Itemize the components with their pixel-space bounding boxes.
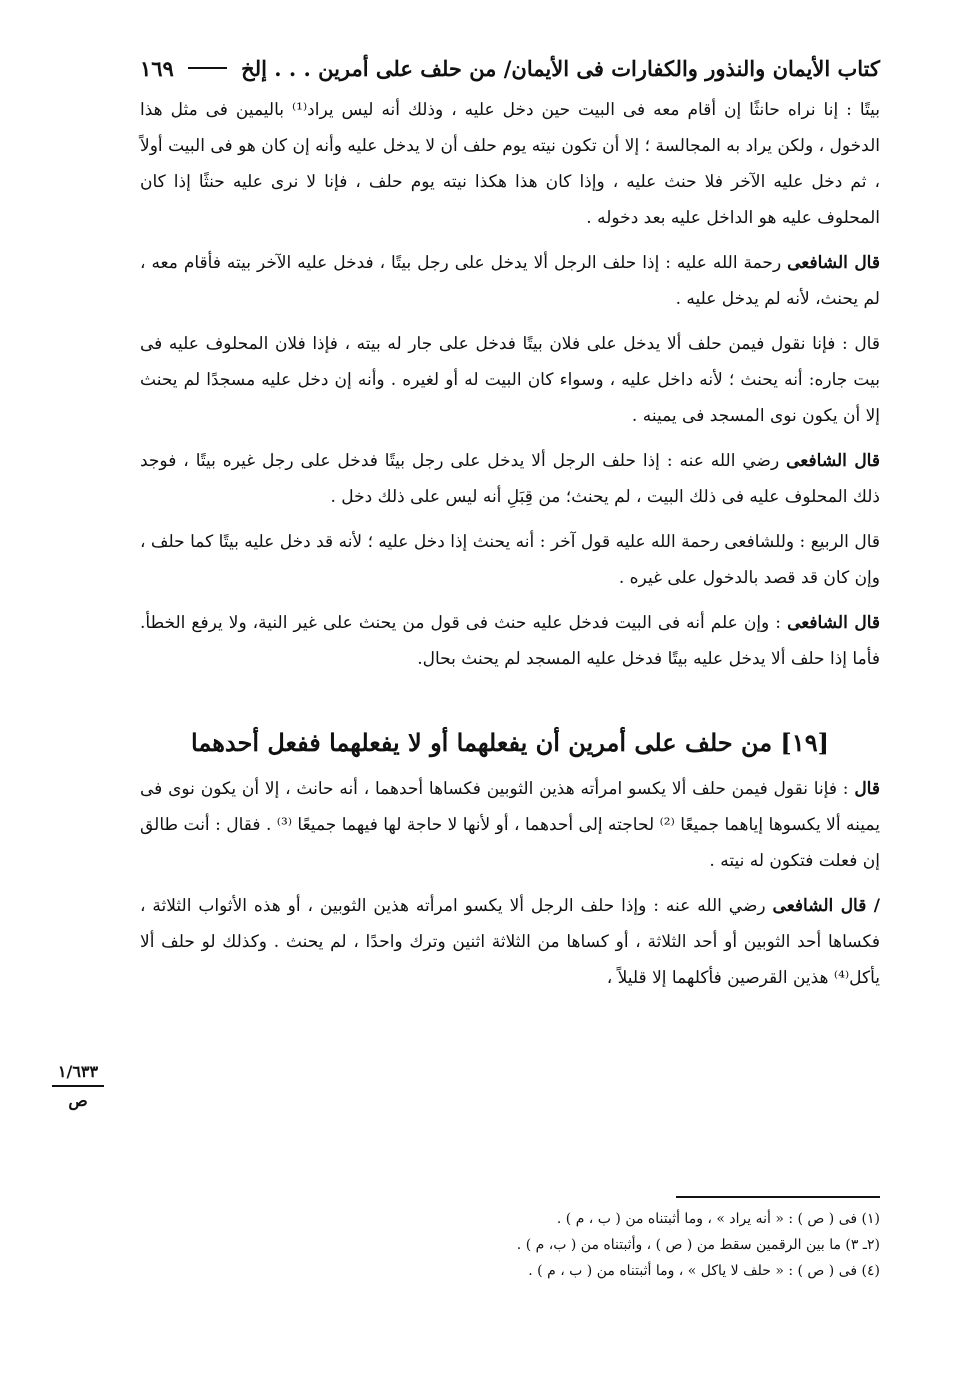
- margin-page-reference: [48, 1062, 108, 1110]
- footnote-separator: [676, 1196, 880, 1198]
- paragraph-text: بيتًا : إنا نراه حانثًا إن أقام معه فى البيت حين دخل عليه ، وذلك أنه ليس يراد⁽¹⁾ باليمين فى مثل هذا الدخول ، ولكن يراد به المجالسة ؛ إلا أن تكون نيته يوم حلف أن لا يدخل عليه وأنه إن كان هو فى البيت أولاً ، ثم دخل عليه الآخر فلا حنث عليه ، وإذا كان هذا هكذا نيته يوم حلف ، فإنا لا نرى عليه حنثًا إذا كان المحلوف عليه هو الداخل عليه بعد دخوله .: [140, 100, 880, 228]
- paragraph-text: رضي الله عنه : وإذا حلف الرجل ألا يكسو امرأته هذين الثوبين ، أو هذه الأثواب الثلاثة ، فكساها أحد الثوبين أو أحد الثلاثة ، أو كساها من الثلاثة اثنين وترك واحدًا ، لم يحنث . وكذلك لو حلف ألا يأكل⁽⁴⁾ هذين القرصين فأكلهما إلا قليلاً ،: [140, 896, 880, 988]
- paragraph-4: [140, 443, 880, 515]
- section-heading: [١٩] من حلف على أمرين أن يفعلهما أو لا يفعلهما ففعل أحدهما: [191, 728, 829, 757]
- paragraph-lead: قال الشافعى: [787, 253, 880, 273]
- paragraph-3: [140, 326, 880, 434]
- section-paragraph-2: [140, 888, 880, 996]
- footnote-3: (٤) فى ( ص ) : « حلف لا ياكل » ، وما أثبتناه من ( ب ، م ) .: [528, 1263, 880, 1279]
- paragraph-lead: قال الشافعى: [786, 451, 880, 471]
- paragraph-text: رحمة الله عليه : إذا حلف الرجل ألا يدخل على رجل بيتًا ، فدخل عليه الآخر بيته فأقام معه ، لم يحنث، لأنه لم يدخل عليه .: [140, 253, 880, 309]
- paragraph-5: [140, 524, 880, 596]
- page-number: ١٦٩: [140, 55, 174, 81]
- paragraph-text: قال الربيع : وللشافعى رحمة الله عليه قول آخر : أنه يحنث إذا دخل عليه ؛ لأنه قد دخل عليه بيتًا كما حلف ، وإن كان قد قصد بالدخول على غيره .: [140, 532, 880, 588]
- margin-note-rule: [52, 1085, 104, 1087]
- footnote-2: (٢ـ ٣) ما بين الرقمين سقط من ( ص ) ، وأثبتناه من ( ب، م ) .: [516, 1237, 880, 1253]
- paragraph-text: قال : فإنا نقول فيمن حلف ألا يدخل على فلان بيتًا فدخل على جار له بيته ، فإذا فلان المحلوف عليه فى بيت جاره: أنه يحنث ؛ لأنه داخل عليه ، وسواء كان البيت له أو لغيره . وأنه إن دخل عليه مسجدًا لم يحنث إلا أن يكون نوى المسجد فى يمينه .: [140, 334, 880, 426]
- paragraph-6: [140, 605, 880, 677]
- margin-note-bottom: ص: [68, 1091, 88, 1110]
- footnote-1: (١) فى ( ص ) : « أنه يراد » ، وما أثبتناه من ( ب ، م ) .: [556, 1211, 880, 1227]
- paragraph-lead: / قال الشافعى: [772, 896, 881, 916]
- paragraph-text: : وإن علم أنه فى البيت فدخل عليه حنث فى قول من يحنث على غير النية، ولا يرفع الخطأ. فأما إذا حلف ألا يدخل عليه بيتًا فدخل عليه المسجد لم يحنث بحال.: [140, 613, 880, 669]
- section-paragraph-1: [140, 771, 880, 879]
- paragraph-text: : فإنا نقول فيمن حلف ألا يكسو امرأته هذين الثوبين فكساها أحدهما ، أنه حانث ، إلا أن يكون نوى فى يمينه ألا يكسوها إياهما جميعًا ⁽²⁾ لحاجته إلى أحدهما ، أو لأنها لا حاجة لها فيهما جميعًا ⁽³⁾ . فقال : أنت طالق إن فعلت فتكون له نيته .: [140, 779, 880, 871]
- paragraph-2: [140, 245, 880, 317]
- main-text: [140, 92, 880, 996]
- paragraph-1: [140, 92, 880, 236]
- margin-note-top: ١/٦٣٣: [57, 1062, 99, 1081]
- paragraph-text: رضي الله عنه : إذا حلف الرجل ألا يدخل على رجل بيتًا فدخل على رجل غيره بيتًا ، فوجد ذلك المحلوف عليه فى ذلك البيت ، لم يحنث؛ من قِبَلِ أنه ليس على ذلك دخل .: [140, 451, 880, 507]
- paragraph-lead: قال: [854, 779, 880, 799]
- header-rule: [188, 67, 227, 69]
- paragraph-lead: قال الشافعى: [787, 613, 881, 633]
- footnotes: [140, 1206, 880, 1284]
- running-header: [140, 50, 880, 86]
- header-title: كتاب الأيمان والنذور والكفارات فى الأيمان/ من حلف على أمرين . . . إلخ: [241, 55, 880, 81]
